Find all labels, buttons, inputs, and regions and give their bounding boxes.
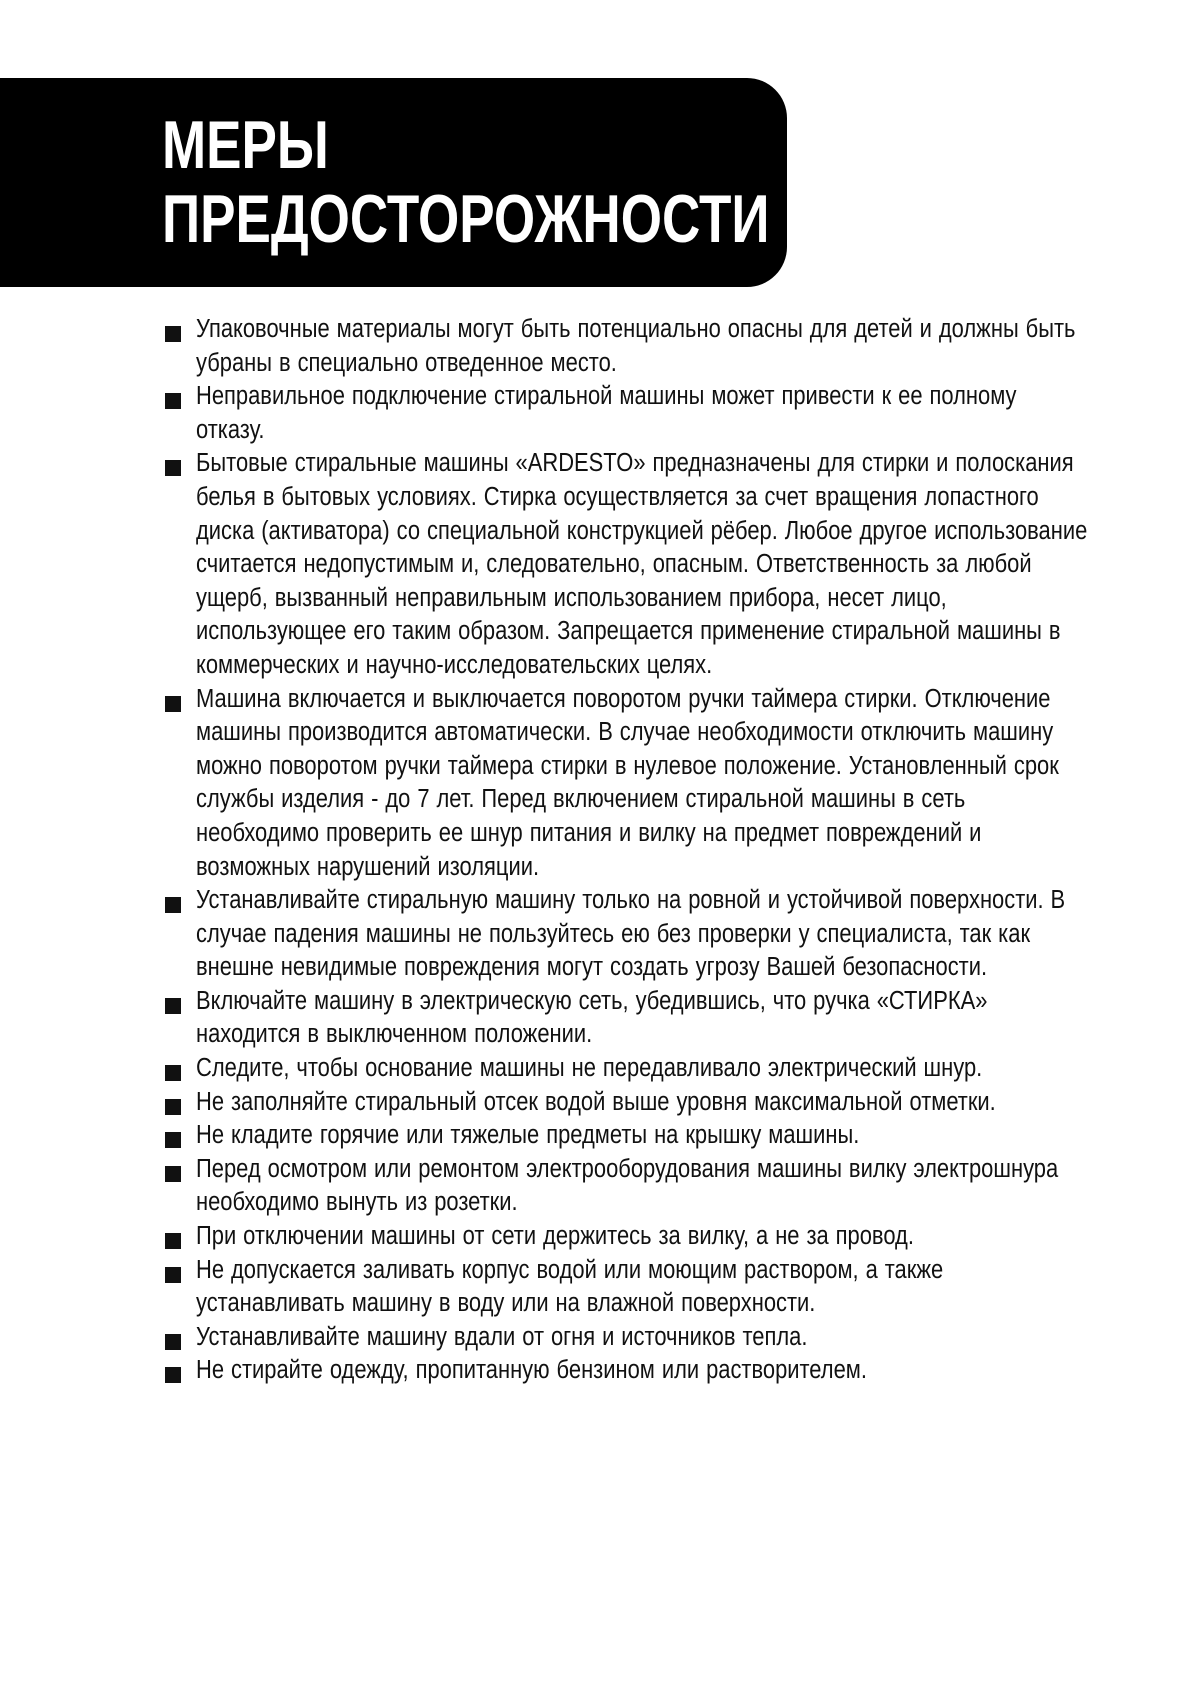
square-bullet-icon: [165, 1166, 181, 1182]
list-item-text: Устанавливайте машину вдали от огня и источников тепла.: [196, 1322, 808, 1351]
square-bullet-icon: [165, 897, 181, 913]
square-bullet-icon: [165, 1132, 181, 1148]
square-bullet-icon: [165, 460, 181, 476]
list-item-text: При отключении машины от сети держитесь за вилку, а не за провод.: [196, 1222, 914, 1251]
section-title-line-2: ПРЕДОСТОРОЖНОСТИ: [162, 181, 770, 257]
square-bullet-icon: [165, 1334, 181, 1350]
list-item: [0, 380, 1190, 447]
list-item-text: Не допускается заливать корпус водой или моющим раствором, а также устанавливать машину в воду или на влажной поверхности.: [196, 1255, 944, 1318]
section-title-line-1: МЕРЫ: [162, 107, 329, 183]
square-bullet-icon: [165, 998, 181, 1014]
list-item-text: Не стирайте одежду, пропитанную бензином или растворителем.: [196, 1356, 867, 1385]
list-item-text: Не кладите горячие или тяжелые предметы на крышку машины.: [196, 1121, 860, 1150]
square-bullet-icon: [165, 696, 181, 712]
list-item: [0, 985, 1190, 1052]
list-item: [0, 1119, 1190, 1153]
list-item-text: Включайте машину в электрическую сеть, убедившись, что ручка «СТИРКА» находится в выключенном положении.: [196, 986, 988, 1049]
list-item: [0, 1354, 1190, 1388]
square-bullet-icon: [165, 393, 181, 409]
list-item: [0, 884, 1190, 985]
list-item-text: Неправильное подключение стиральной машины может привести к ее полному отказу.: [196, 382, 1017, 444]
list-item: [0, 447, 1190, 682]
square-bullet-icon: [165, 1099, 181, 1115]
list-item-text: Машина включается и выключается поворотом ручки таймера стирки. Отключение машины производится автоматически. В случае необходимости отключить машину можно поворотом ручки таймера стирки в нулевое положение. Установленный срок службы изделия - до 7 лет. Перед включением стиральной машины в сеть необходимо проверить ее шнур питания и вилку на предмет повреждений и возможных нарушений изоляции.: [196, 684, 1059, 881]
list-item: [0, 1321, 1190, 1355]
list-item-text: Не заполняйте стиральный отсек водой выше уровня максимальной отметки.: [196, 1087, 996, 1116]
list-item: [0, 1254, 1190, 1321]
list-item-text: Бытовые стиральные машины «ARDESTO» предназначены для стирки и полоскания белья в бытовых условиях. Стирка осуществляется за счет вращения лопастного диска (активатора) со специальной конструкцией рёбер. Любое другое использование считается недопустимым и, следовательно, опасным. Ответственность за любой ущерб, вызванный неправильным использованием прибора, несет лицо, использующее его таким образом. Запрещается применение стиральной машины в коммерческих и научно-исследовательских целях.: [196, 449, 1088, 679]
square-bullet-icon: [165, 1065, 181, 1081]
list-item: [0, 313, 1190, 380]
list-item-text: Устанавливайте стиральную машину только на ровной и устойчивой поверхности. В случае падения машины не пользуйтесь ею без проверки у специалиста, так как внешне невидимые повреждения могут создать угрозу Вашей безопасности.: [196, 886, 1066, 982]
list-item-text: Следите, чтобы основание машины не передавливало электрический шнур.: [196, 1054, 983, 1083]
square-bullet-icon: [165, 1267, 181, 1283]
square-bullet-icon: [165, 1367, 181, 1383]
square-bullet-icon: [165, 326, 181, 342]
list-item-text: Упаковочные материалы могут быть потенциально опасны для детей и должны быть убраны в специально отведенное место.: [196, 315, 1076, 377]
list-item: [0, 683, 1190, 885]
list-item: [0, 1220, 1190, 1254]
list-item: [0, 1086, 1190, 1120]
list-item: [0, 1052, 1190, 1086]
square-bullet-icon: [165, 1233, 181, 1249]
list-item: [0, 1153, 1190, 1220]
precautions-list: [0, 313, 1190, 1388]
list-item-text: Перед осмотром или ремонтом электрооборудования машины вилку электрошнура необходимо вынуть из розетки.: [196, 1154, 1059, 1217]
section-title-banner: [0, 78, 787, 287]
